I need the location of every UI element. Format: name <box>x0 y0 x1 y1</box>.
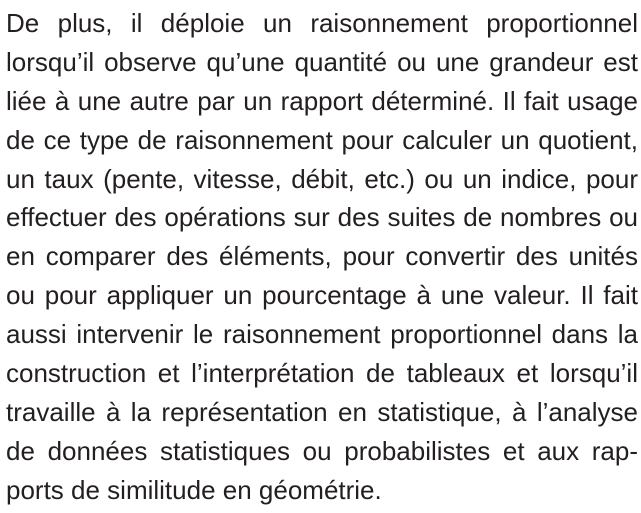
text-line: de données statistiques ou probabilistes et aux rap- <box>6 435 638 466</box>
text-line: un taux (pente, vitesse, débit, etc.) ou un indice, pour <box>6 163 638 194</box>
text-line: construction et l’interprétation de tableaux et lorsqu’il <box>6 358 638 389</box>
text-line: ou pour appliquer un pourcentage à une valeur. Il fait <box>6 280 638 311</box>
text-line: travaille à la représentation en statistique, à l’analyse <box>6 396 638 427</box>
text-line-last: ports de similitude en géométrie. <box>6 474 382 505</box>
text-line: lorsqu’il observe qu’une quantité ou une grandeur est <box>6 46 638 77</box>
text-line: liée à une autre par un rapport déterminé. Il fait usage <box>6 85 638 116</box>
text-line: aussi intervenir le raisonnement proportionnel dans la <box>6 319 638 350</box>
text-line: effectuer des opérations sur des suites de nombres ou <box>6 202 638 233</box>
text-line: en comparer des éléments, pour convertir des unités <box>6 241 638 272</box>
text-line: de ce type de raisonnement pour calculer un quotient, <box>6 124 638 155</box>
body-paragraph <box>6 4 638 510</box>
text-line: De plus, il déploie un raisonnement proportionnel <box>6 8 638 38</box>
